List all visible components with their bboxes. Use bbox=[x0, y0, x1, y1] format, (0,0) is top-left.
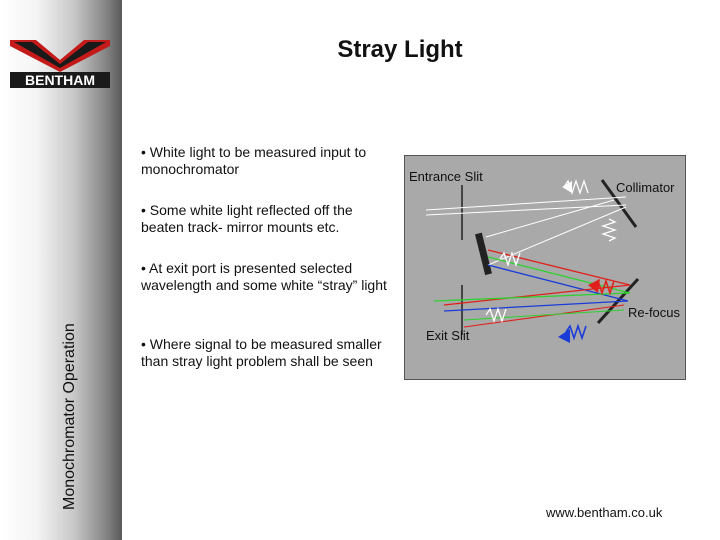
sidebar-band bbox=[0, 0, 122, 540]
footer-url[interactable]: www.bentham.co.uk bbox=[546, 505, 663, 520]
label-entrance-slit: Entrance Slit bbox=[409, 169, 483, 184]
sidebar-title: Monochromator Operation bbox=[61, 323, 78, 510]
bullet-item: • White light to be measured input to monochromator bbox=[141, 144, 367, 177]
bullet-item: • Some white light reflected off the beaten track- mirror mounts etc. bbox=[141, 202, 353, 235]
slide-title: Stray Light bbox=[337, 36, 463, 63]
label-exit-slit: Exit Slit bbox=[426, 328, 470, 343]
monochromator-diagram bbox=[404, 155, 686, 380]
label-collimator: Collimator bbox=[616, 180, 675, 195]
logo-text: BENTHAM bbox=[25, 72, 95, 88]
bentham-logo bbox=[8, 38, 112, 90]
bullet-item: • At exit port is presented selected wavelength and some white “stray” light bbox=[141, 260, 387, 293]
label-refocus: Re-focus bbox=[628, 305, 681, 320]
bullet-item: • Where signal to be measured smaller than stray light problem shall be seen bbox=[141, 336, 382, 369]
